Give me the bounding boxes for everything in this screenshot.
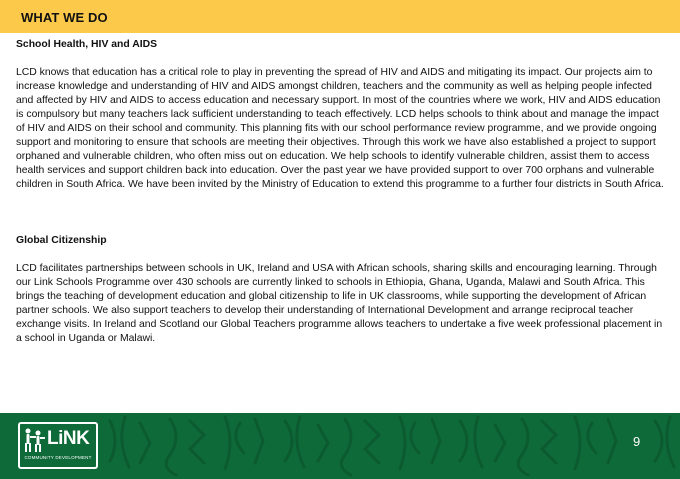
section-body: LCD facilitates partnerships between schools in UK, Ireland and USA with African schools, sharing skills and encouraging learning. Through our Link Schools Programme over 430 schools are currently linked to schools in Ethiopia, Ghana, Uganda, Malawi and South Africa. This brings the teaching of development education and global citizenship to life in UK classrooms, while supporting the development of African partner schools. We also support teachers to develop their understanding of International Development and arrange reciprocal teacher exchange visits. In Ireland and Scotland our Global Teachers programme allows teachers to undertake a five week professional placement in a school in Uganda or Malawi. (16, 263, 663, 344)
section-spacer (16, 192, 664, 234)
logo-subtitle: COMMUNITY DEVELOPMENT (24, 455, 92, 460)
logo-text: LiNK (47, 428, 90, 449)
section-body: LCD knows that education has a critical role to play in preventing the spread of HIV and AIDS and mitigating its impact. Our projects aim to increase knowledge and understanding of HIV and AIDS amongst children, teachers and the community as well as helping people infected and affected by HIV and AIDS to access education and necessary support. In most of the countries where we work, HIV and AIDS education is compulsory but many teachers lack sufficient understanding to teach effectively. LCD helps schools to think about and manage the impact of HIV and AIDS on their school and community. This planning fits with our school performance review programme, and we provide ongoing support and monitoring to ensure that schools are meeting their objectives. Through this work we have also established a project to support orphaned and vulnerable children, who often miss out on education. We help schools to identify vulnerable children, assist them to access health services and support children back into education. Over the past year we have provided support to over 700 orphans and vulnerable children in South Africa. We have been invited by the Ministry of Education to extend this programme to a further four districts in South Africa. (16, 67, 664, 190)
section-heading: School Health, HIV and AIDS (16, 39, 158, 50)
page-number: 9 (633, 434, 641, 449)
section-school-health (16, 38, 664, 192)
people-figures-icon (23, 428, 47, 454)
header-bar (0, 0, 680, 33)
section-heading: Global Citizenship (16, 235, 107, 246)
main-content (16, 38, 664, 346)
link-logo (18, 422, 98, 469)
section-global-citizenship (16, 234, 664, 346)
page-title: WHAT WE DO (21, 10, 108, 25)
footer-pattern (0, 413, 680, 479)
footer-bar (0, 413, 680, 479)
